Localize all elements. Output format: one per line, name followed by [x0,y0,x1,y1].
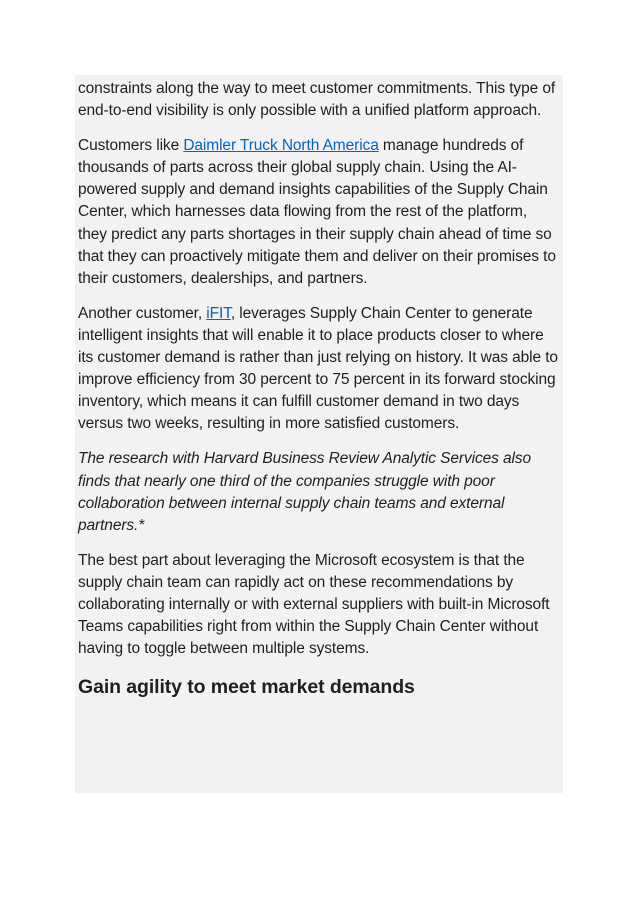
paragraph-daimler-lead: Customers like [78,137,184,155]
daimler-truck-link[interactable]: Daimler Truck North America [183,137,379,155]
paragraph-microsoft-ecosystem: The best part about leveraging the Microsoft ecosystem is that the supply chain team can rapidly act on these recommendations by collaborating internally or with external suppliers with built-in Microsoft Teams capabilities right from within the Supply Chain Center without having to toggle between multiple systems. [78,551,550,658]
content-panel [75,75,563,793]
paragraph-daimler-body: manage hundreds of thousands of parts across their global supply chain. Using the AI-powered supply and demand insights capabilities of the Supply Chain Center, which harnesses data flowing from the rest of the platform, they predict any parts shortages in their supply chain ahead of time so that they can proactively mitigate them and deliver on their promises to their customers, dealerships, and partners. [78,137,556,287]
paragraph-ifit-body: , leverages Supply Chain Center to generate intelligent insights that will enable it to place products closer to where its customer demand is rather than just relying on history. It was able to improve efficiency from 30 percent to 75 percent in its forward stocking inventory, which means it can fulfill customer demand in two days versus two weeks, resulting in more satisfied customers. [78,304,558,433]
section-heading: Gain agility to meet market demands [78,676,415,699]
paragraph-ifit-lead: Another customer, [78,304,207,322]
ifit-link[interactable]: iFIT [206,304,231,322]
paragraph-daimler [78,135,559,290]
paragraph-ifit [78,303,559,436]
paragraph-research-quote: The research with Harvard Business Review Analytic Services also finds that nearly one third of the companies struggle with poor collaboration between internal supply chain teams and external partners.* [78,450,532,534]
paragraph-visibility: constraints along the way to meet customer commitments. This type of end-to-end visibility is only possible with a unified platform approach. [78,80,556,120]
